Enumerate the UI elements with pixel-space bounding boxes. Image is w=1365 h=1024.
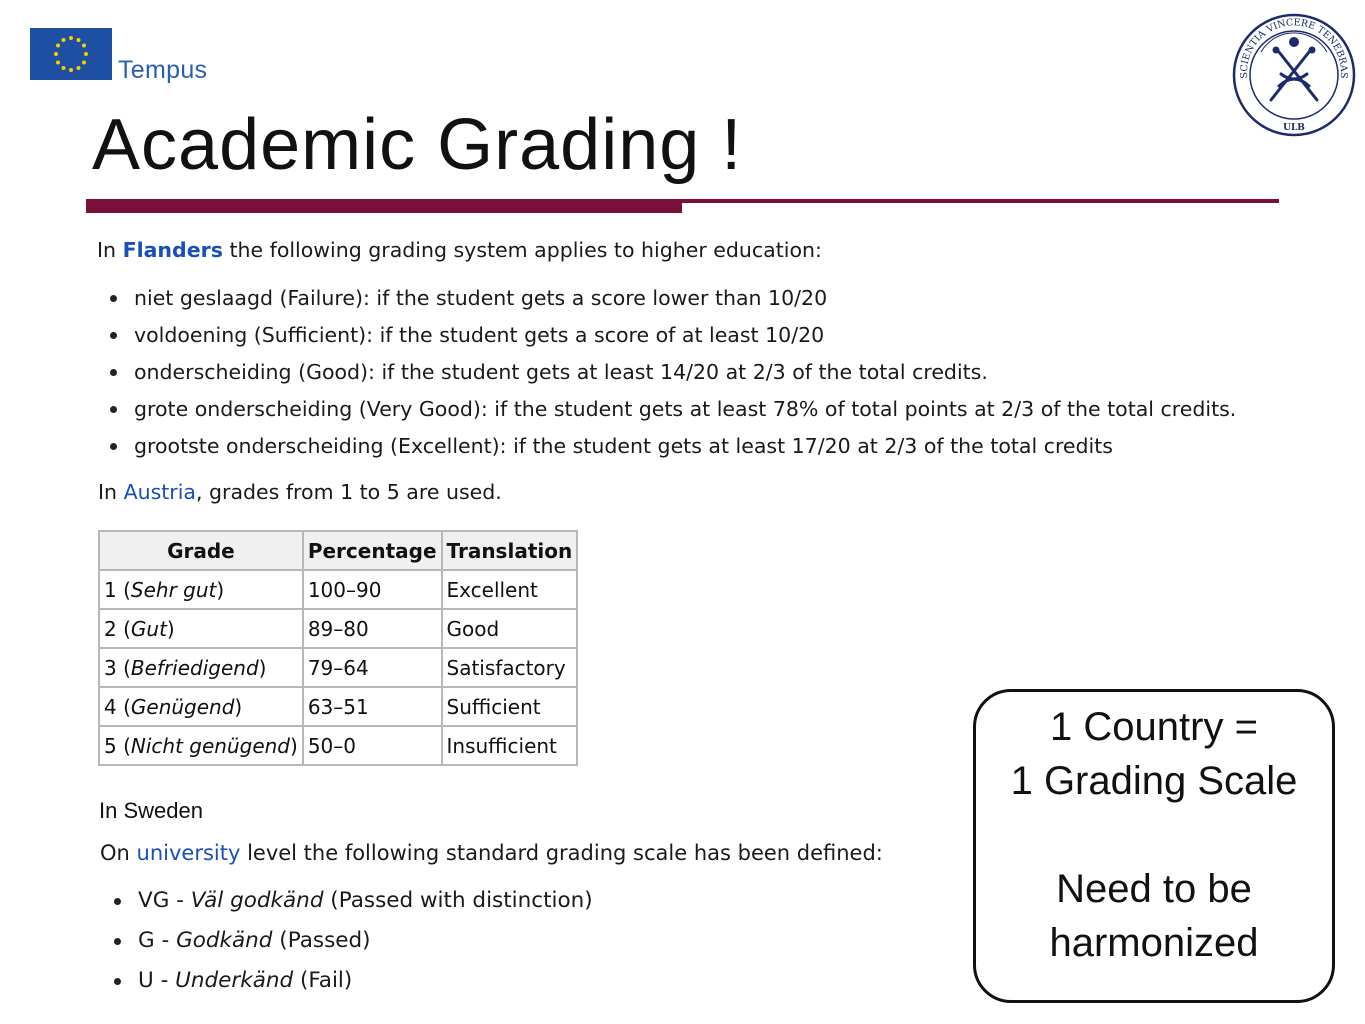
cell-translation: Good	[442, 609, 578, 648]
austria-intro-post: , grades from 1 to 5 are used.	[195, 480, 502, 504]
austria-intro-pre: In	[98, 480, 124, 504]
callout-line-1: 1 Country =	[1050, 705, 1258, 749]
tempus-wordmark: Tempus	[118, 56, 208, 84]
table-row	[99, 726, 577, 765]
callout-line-4: harmonized	[1049, 921, 1259, 965]
cell-percentage: 63–51	[303, 687, 442, 726]
callout-line-3: Need to be	[1056, 867, 1252, 911]
header-translation: Translation	[442, 531, 578, 570]
cell-percentage: 50–0	[303, 726, 442, 765]
page-title: Academic Grading !	[92, 105, 743, 185]
ulb-seal-icon	[1231, 12, 1357, 138]
cell-percentage: 100–90	[303, 570, 442, 609]
cell-translation: Sufficient	[442, 687, 578, 726]
cell-grade: 1 (Sehr gut)	[99, 570, 303, 609]
cell-translation: Satisfactory	[442, 648, 578, 687]
list-item: G - Godkänd (Passed)	[114, 928, 593, 968]
university-link[interactable]: university	[136, 841, 241, 865]
sweden-intro	[100, 841, 883, 865]
list-item: onderscheiding (Good): if the student gets at least 14/20 at 2/3 of the total credits.	[110, 359, 1236, 396]
cell-percentage: 89–80	[303, 609, 442, 648]
flanders-link[interactable]: Flanders	[122, 238, 223, 262]
list-item: grootste onderscheiding (Excellent): if the student gets at least 17/20 at 2/3 of the total credits	[110, 433, 1236, 470]
flanders-intro-pre: In	[97, 238, 123, 262]
flanders-intro	[97, 238, 822, 262]
cell-translation: Excellent	[442, 570, 578, 609]
list-item: grote onderscheiding (Very Good): if the student gets at least 78% of total points at 2/3 of the total credits.	[110, 396, 1236, 433]
flanders-intro-post: the following grading system applies to higher education:	[222, 238, 822, 262]
title-rule-thick	[86, 199, 682, 213]
cell-grade: 2 (Gut)	[99, 609, 303, 648]
sweden-list	[114, 888, 593, 1008]
sweden-intro-post: level the following standard grading scale has been defined:	[240, 841, 883, 865]
austria-link[interactable]: Austria	[123, 480, 196, 504]
austria-intro	[98, 480, 502, 504]
header-grade: Grade	[99, 531, 303, 570]
seal-abbrev: ULB	[1283, 123, 1305, 133]
table-row	[99, 687, 577, 726]
cell-grade: 4 (Genügend)	[99, 687, 303, 726]
cell-translation: Insufficient	[442, 726, 578, 765]
list-item: U - Underkänd (Fail)	[114, 968, 593, 1008]
cell-percentage: 79–64	[303, 648, 442, 687]
eu-flag-icon	[30, 28, 112, 80]
tempus-logo	[30, 28, 220, 88]
flanders-list	[110, 285, 1236, 470]
list-item: VG - Väl godkänd (Passed with distinction)	[114, 888, 593, 928]
list-item: voldoening (Sufficient): if the student gets a score of at least 10/20	[110, 322, 1236, 359]
sweden-intro-pre: On	[100, 841, 137, 865]
cell-grade: 3 (Befriedigend)	[99, 648, 303, 687]
table-header-row	[99, 531, 577, 570]
list-item: niet geslaagd (Failure): if the student gets a score lower than 10/20	[110, 285, 1236, 322]
table-row	[99, 570, 577, 609]
callout-line-2: 1 Grading Scale	[1010, 759, 1298, 803]
callout-gap	[976, 808, 1332, 862]
header-percentage: Percentage	[303, 531, 442, 570]
table-row	[99, 609, 577, 648]
callout-box	[973, 689, 1335, 1003]
table-row	[99, 648, 577, 687]
austria-grade-table	[98, 530, 578, 766]
title-rule-thin	[682, 199, 1279, 203]
seal-motto-ring: SCIENTIA VINCERE TENEBRAS	[1238, 17, 1350, 79]
cell-grade: 5 (Nicht genügend)	[99, 726, 303, 765]
sweden-label: In Sweden	[99, 798, 203, 823]
